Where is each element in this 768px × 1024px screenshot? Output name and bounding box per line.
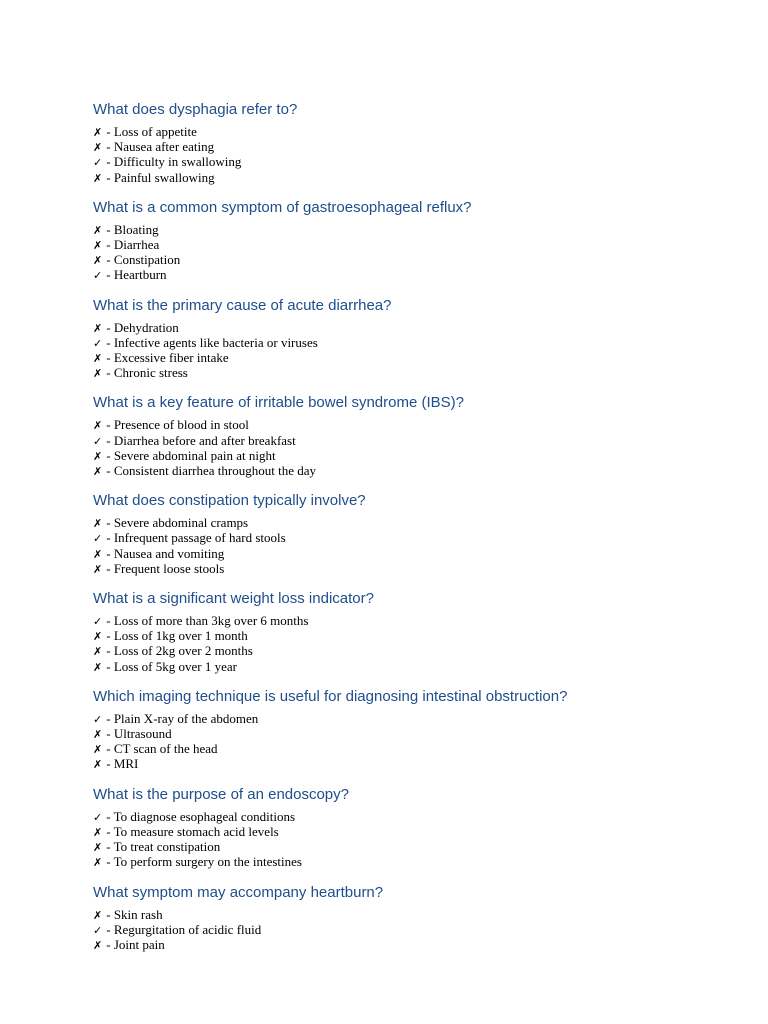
cross-icon: ✗: [93, 141, 103, 155]
question-heading: What is the primary cause of acute diarrhea?: [93, 296, 392, 314]
answer-text: - CT scan of the head: [106, 741, 218, 757]
answer-item: [93, 810, 733, 825]
question-block: [93, 393, 733, 479]
answer-text: - Chronic stress: [106, 365, 188, 381]
question-heading: What is a key feature of irritable bowel syndrome (IBS)?: [93, 394, 464, 412]
cross-icon: ✗: [93, 758, 103, 772]
answer-text: - Diarrhea before and after breakfast: [106, 432, 296, 448]
answer-item: [93, 840, 733, 855]
answer-item: [93, 547, 733, 562]
check-icon: ✓: [93, 615, 103, 629]
check-icon: ✓: [93, 923, 103, 937]
answer-list: [93, 125, 733, 186]
cross-icon: ✗: [93, 728, 103, 742]
question-block: [93, 883, 733, 954]
answer-list: [93, 908, 733, 954]
answer-item: [93, 855, 733, 870]
check-icon: ✓: [93, 810, 103, 824]
answer-text: - Skin rash: [106, 906, 163, 922]
cross-icon: ✗: [93, 908, 103, 922]
answer-item: [93, 757, 733, 772]
answer-item: [93, 125, 733, 140]
question-block: [93, 100, 733, 186]
cross-icon: ✗: [93, 938, 103, 952]
answer-text: - Ultrasound: [106, 726, 172, 742]
answer-item: [93, 562, 733, 577]
cross-icon: ✗: [93, 223, 103, 237]
answer-item: [93, 351, 733, 366]
answer-item: [93, 464, 733, 479]
question-block: [93, 589, 733, 675]
answer-text: - Loss of more than 3kg over 6 months: [106, 613, 309, 629]
answer-item: [93, 531, 733, 546]
answer-list: [93, 418, 733, 479]
check-icon: ✓: [93, 336, 103, 350]
answer-text: - Severe abdominal cramps: [106, 515, 249, 531]
answer-text: - Infective agents like bacteria or viruses: [106, 334, 318, 350]
answer-item: [93, 171, 733, 186]
answer-text: - Heartburn: [106, 267, 167, 283]
answer-item: [93, 742, 733, 757]
answer-list: [93, 516, 733, 577]
cross-icon: ✗: [93, 254, 103, 268]
cross-icon: ✗: [93, 660, 103, 674]
answer-item: [93, 418, 733, 433]
cross-icon: ✗: [93, 630, 103, 644]
question-block: [93, 198, 733, 284]
answer-text: - Loss of 2kg over 2 months: [106, 643, 253, 659]
answer-text: - To measure stomach acid levels: [106, 823, 279, 839]
quiz-document: [93, 100, 733, 965]
question-block: [93, 687, 733, 773]
answer-item: [93, 155, 733, 170]
answer-text: - Loss of 1kg over 1 month: [106, 628, 248, 644]
answer-list: [93, 712, 733, 773]
cross-icon: ✗: [93, 825, 103, 839]
question-block: [93, 296, 733, 382]
question-heading: What is a common symptom of gastroesophageal reflux?: [93, 198, 472, 216]
answer-text: - To diagnose esophageal conditions: [106, 808, 296, 824]
answer-item: [93, 434, 733, 449]
cross-icon: ✗: [93, 743, 103, 757]
answer-text: - Joint pain: [106, 936, 165, 952]
answer-text: - Severe abdominal pain at night: [106, 447, 276, 463]
answer-list: [93, 614, 733, 675]
answer-item: [93, 366, 733, 381]
answer-text: - Loss of 5kg over 1 year: [106, 658, 237, 674]
answer-text: - Nausea after eating: [106, 139, 215, 155]
answer-item: [93, 140, 733, 155]
cross-icon: ✗: [93, 856, 103, 870]
question-heading: What does constipation typically involve?: [93, 492, 366, 510]
cross-icon: ✗: [93, 841, 103, 855]
answer-text: - MRI: [106, 756, 139, 772]
answer-item: [93, 712, 733, 727]
cross-icon: ✗: [93, 171, 103, 185]
answer-item: [93, 238, 733, 253]
answer-text: - To perform surgery on the intestines: [106, 854, 302, 870]
answer-list: [93, 223, 733, 284]
cross-icon: ✗: [93, 239, 103, 253]
cross-icon: ✗: [93, 547, 103, 561]
answer-text: - Dehydration: [106, 319, 179, 335]
answer-item: [93, 449, 733, 464]
answer-item: [93, 660, 733, 675]
answer-text: - Excessive fiber intake: [106, 350, 229, 366]
cross-icon: ✗: [93, 367, 103, 381]
cross-icon: ✗: [93, 465, 103, 479]
cross-icon: ✗: [93, 352, 103, 366]
answer-item: [93, 629, 733, 644]
cross-icon: ✗: [93, 562, 103, 576]
answer-item: [93, 727, 733, 742]
answer-text: - Presence of blood in stool: [106, 417, 249, 433]
cross-icon: ✗: [93, 126, 103, 139]
question-block: [93, 785, 733, 871]
answer-text: - Loss of appetite: [106, 124, 197, 139]
answer-item: [93, 614, 733, 629]
answer-list: [93, 321, 733, 382]
answer-text: - Nausea and vomiting: [106, 545, 225, 561]
check-icon: ✓: [93, 269, 103, 283]
answer-item: [93, 923, 733, 938]
answer-item: [93, 268, 733, 283]
cross-icon: ✗: [93, 517, 103, 531]
check-icon: ✓: [93, 434, 103, 448]
answer-text: - To treat constipation: [106, 839, 221, 855]
answer-text: - Bloating: [106, 221, 159, 237]
question-block: [93, 491, 733, 577]
answer-item: [93, 516, 733, 531]
answer-text: - Diarrhea: [106, 237, 160, 253]
answer-text: - Frequent loose stools: [106, 560, 225, 576]
answer-text: - Painful swallowing: [106, 169, 215, 185]
answer-text: - Plain X-ray of the abdomen: [106, 710, 259, 726]
answer-text: - Infrequent passage of hard stools: [106, 530, 286, 546]
question-heading: What is a significant weight loss indicator?: [93, 590, 374, 608]
answer-item: [93, 908, 733, 923]
cross-icon: ✗: [93, 449, 103, 463]
cross-icon: ✗: [93, 321, 103, 335]
answer-text: - Constipation: [106, 252, 181, 268]
answer-item: [93, 336, 733, 351]
question-heading: What does dysphagia refer to?: [93, 101, 298, 118]
answer-item: [93, 644, 733, 659]
question-heading: Which imaging technique is useful for diagnosing intestinal obstruction?: [93, 687, 568, 705]
question-heading: What symptom may accompany heartburn?: [93, 883, 384, 901]
answer-item: [93, 825, 733, 840]
check-icon: ✓: [93, 156, 103, 170]
answer-text: - Difficulty in swallowing: [106, 154, 242, 170]
answer-list: [93, 810, 733, 871]
answer-item: [93, 321, 733, 336]
question-heading: What is the purpose of an endoscopy?: [93, 785, 349, 803]
answer-text: - Regurgitation of acidic fluid: [106, 921, 262, 937]
check-icon: ✓: [93, 532, 103, 546]
check-icon: ✓: [93, 712, 103, 726]
answer-item: [93, 938, 733, 953]
answer-item: [93, 253, 733, 268]
answer-item: [93, 223, 733, 238]
cross-icon: ✗: [93, 645, 103, 659]
answer-text: - Consistent diarrhea throughout the day: [106, 463, 317, 479]
cross-icon: ✗: [93, 419, 103, 433]
